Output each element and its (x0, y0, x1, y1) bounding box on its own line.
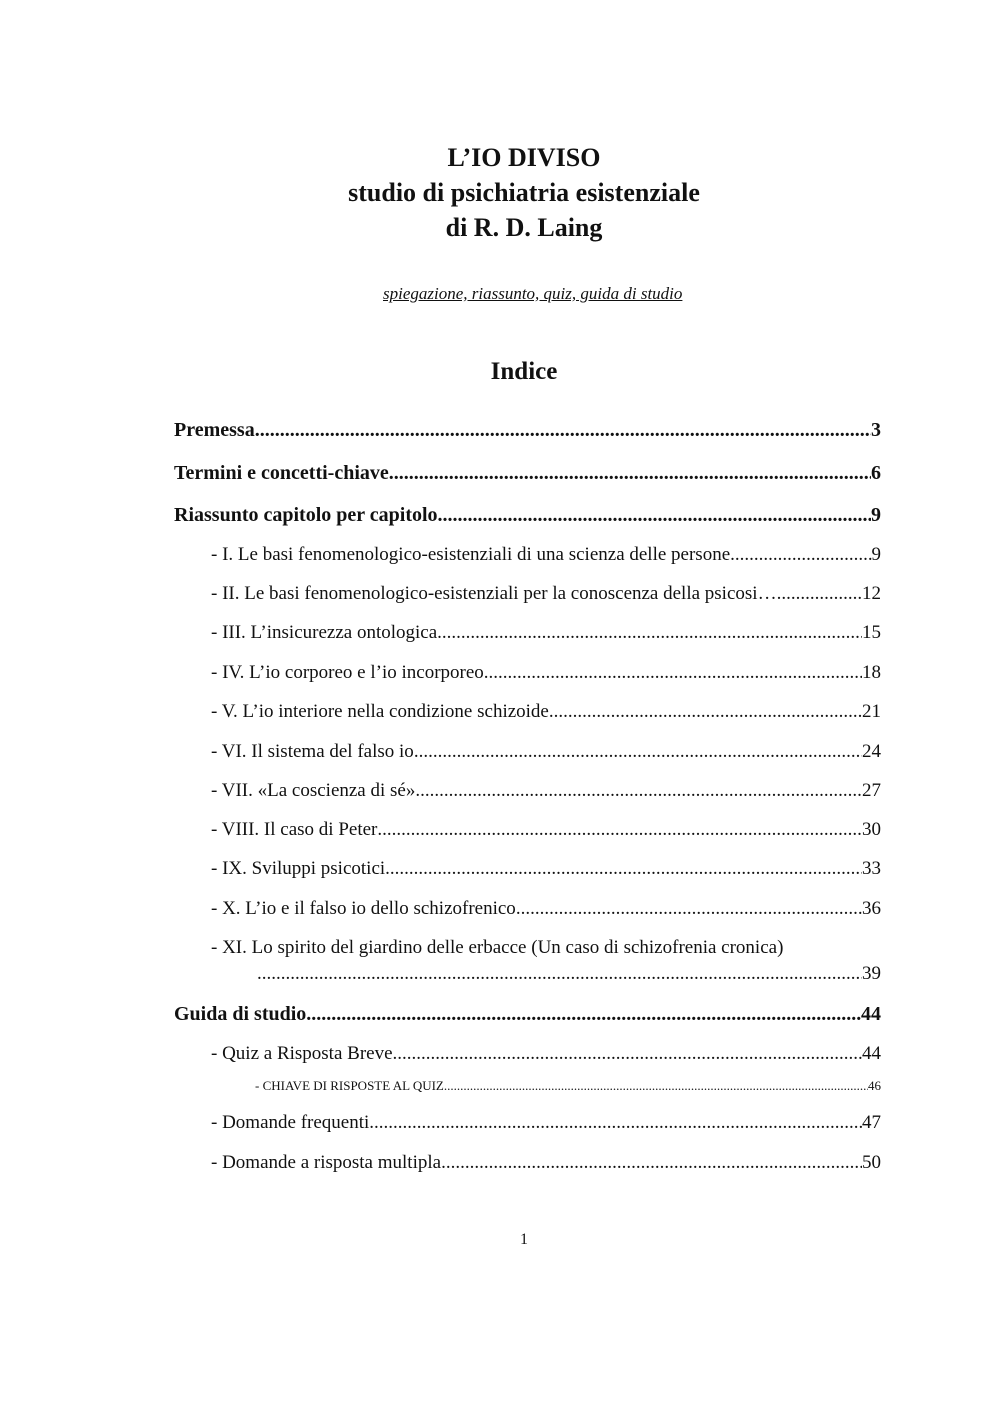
toc-leader-dots (437, 622, 862, 644)
toc-entry-page: 9 (871, 504, 881, 526)
toc-entry-quiz[interactable] (211, 1043, 881, 1065)
toc-leader-dots (393, 1043, 862, 1065)
page-number: 1 (520, 1231, 528, 1248)
toc-entry-page: 12 (862, 583, 881, 604)
toc-entry-guida[interactable] (174, 1003, 881, 1026)
toc-entry-chapter-7[interactable] (211, 780, 881, 802)
toc-entry-chapter-9[interactable] (211, 858, 881, 880)
toc-entry-label: - V. L’io interiore nella condizione schizoide (211, 701, 549, 722)
toc-entry-page: 6 (871, 462, 881, 484)
toc-leader-dots (438, 504, 871, 527)
toc-entry-chapter-1[interactable] (211, 544, 881, 566)
toc-entry-chapter-11-leader[interactable] (257, 963, 881, 985)
toc-leader-dots (549, 701, 862, 723)
toc-entry-label: - IV. L’io corporeo e l’io incorporeo (211, 662, 484, 683)
toc-entry-domande-frequenti[interactable] (211, 1112, 881, 1134)
toc-entry-page: 36 (862, 898, 881, 919)
toc-entry-chapter-2[interactable] (211, 583, 881, 605)
toc-entry-page: 33 (862, 858, 881, 879)
toc-entry-label: Premessa (174, 419, 255, 441)
toc-entry-page: 9 (871, 544, 881, 565)
toc-entry-risposta-multipla[interactable] (211, 1152, 881, 1174)
toc-leader-dots (444, 1078, 868, 1094)
title-line-2: studio di psichiatria esistenziale (348, 178, 700, 207)
toc-leader-dots (385, 858, 862, 880)
toc-entry-label: - VI. Il sistema del falso io (211, 741, 414, 762)
toc-entry-page: 15 (862, 622, 881, 643)
toc-entry-label: Riassunto capitolo per capitolo (174, 504, 438, 526)
toc-leader-dots (415, 780, 862, 802)
toc-leader-dots (377, 819, 862, 841)
toc-entry-label: - Domande frequenti (211, 1112, 370, 1133)
toc-leader-dots (306, 1003, 861, 1026)
toc-entry-page: 30 (862, 819, 881, 840)
toc-entry-label: - VII. «La coscienza di sé» (211, 780, 416, 801)
toc-entry-page: 47 (862, 1112, 881, 1133)
title-line-3: di R. D. Laing (445, 213, 603, 242)
toc-entry-chapter-5[interactable] (211, 701, 881, 723)
toc-entry-page: 46 (868, 1078, 881, 1093)
toc-entry-page: 39 (862, 963, 881, 984)
toc-entry-page: 21 (862, 701, 881, 722)
toc-entry-chapter-10[interactable] (211, 898, 881, 920)
toc-entry-page: 18 (862, 662, 881, 683)
toc-leader-dots (516, 898, 862, 920)
toc-leader-dots (369, 1112, 862, 1134)
toc-entry-chapter-6[interactable] (211, 741, 881, 763)
toc-entry-page: 27 (862, 780, 881, 801)
toc-entry-riassunto[interactable] (174, 504, 881, 527)
toc-entry-label: - Domande a risposta multipla (211, 1152, 442, 1173)
toc-entry-premessa[interactable] (174, 419, 881, 442)
toc-entry-label: - VIII. Il caso di Peter (211, 819, 378, 840)
toc-heading: Indice (490, 358, 558, 385)
toc-entry-label: - Quiz a Risposta Breve (211, 1043, 393, 1064)
toc-entry-label: - I. Le basi fenomenologico-esistenziali di una scienza delle persone (211, 544, 731, 565)
toc-entry-page: 44 (862, 1043, 881, 1064)
toc-entry-label: Guida di studio (174, 1003, 307, 1025)
toc-entry-chapter-3[interactable] (211, 622, 881, 644)
toc-entry-chapter-8[interactable] (211, 819, 881, 841)
toc-entry-chiave[interactable] (255, 1078, 881, 1094)
document-title (0, 140, 1000, 245)
toc-leader-dots (730, 544, 871, 566)
toc-entry-label: - II. Le basi fenomenologico-esistenziali per la conoscenza della psicosi… (211, 583, 777, 604)
toc-entry-label: Termini e concetti-chiave (174, 462, 389, 484)
toc-leader-dots (257, 963, 862, 985)
toc-entry-label: - IX. Sviluppi psicotici (211, 858, 386, 879)
toc-leader-dots (441, 1152, 862, 1174)
toc-leader-dots (414, 741, 862, 763)
toc-entry-label: - III. L’insicurezza ontologica (211, 622, 438, 643)
toc-leader-dots (255, 419, 871, 442)
toc-entry-label: - CHIAVE DI RISPOSTE AL QUIZ (255, 1078, 444, 1093)
toc-entry-chapter-4[interactable] (211, 662, 881, 684)
toc-entry-page: 50 (862, 1152, 881, 1173)
toc-leader-dots (389, 462, 871, 485)
toc-entry-termini[interactable] (174, 462, 881, 485)
toc-entry-chapter-11-label[interactable]: - XI. Lo spirito del giardino delle erbacce (Un caso di schizofrenia cronica) (211, 937, 784, 958)
toc-leader-dots (484, 662, 862, 684)
title-line-1: L’IO DIVISO (447, 143, 601, 172)
toc-leader-dots (777, 583, 862, 605)
toc-entry-label: - X. L’io e il falso io dello schizofrenico (211, 898, 516, 919)
document-subtitle: spiegazione, riassunto, quiz, guida di studio (383, 284, 683, 303)
toc-entry-page: 24 (862, 741, 881, 762)
toc-entry-page: 3 (871, 419, 881, 441)
toc-entry-page: 44 (861, 1003, 881, 1025)
